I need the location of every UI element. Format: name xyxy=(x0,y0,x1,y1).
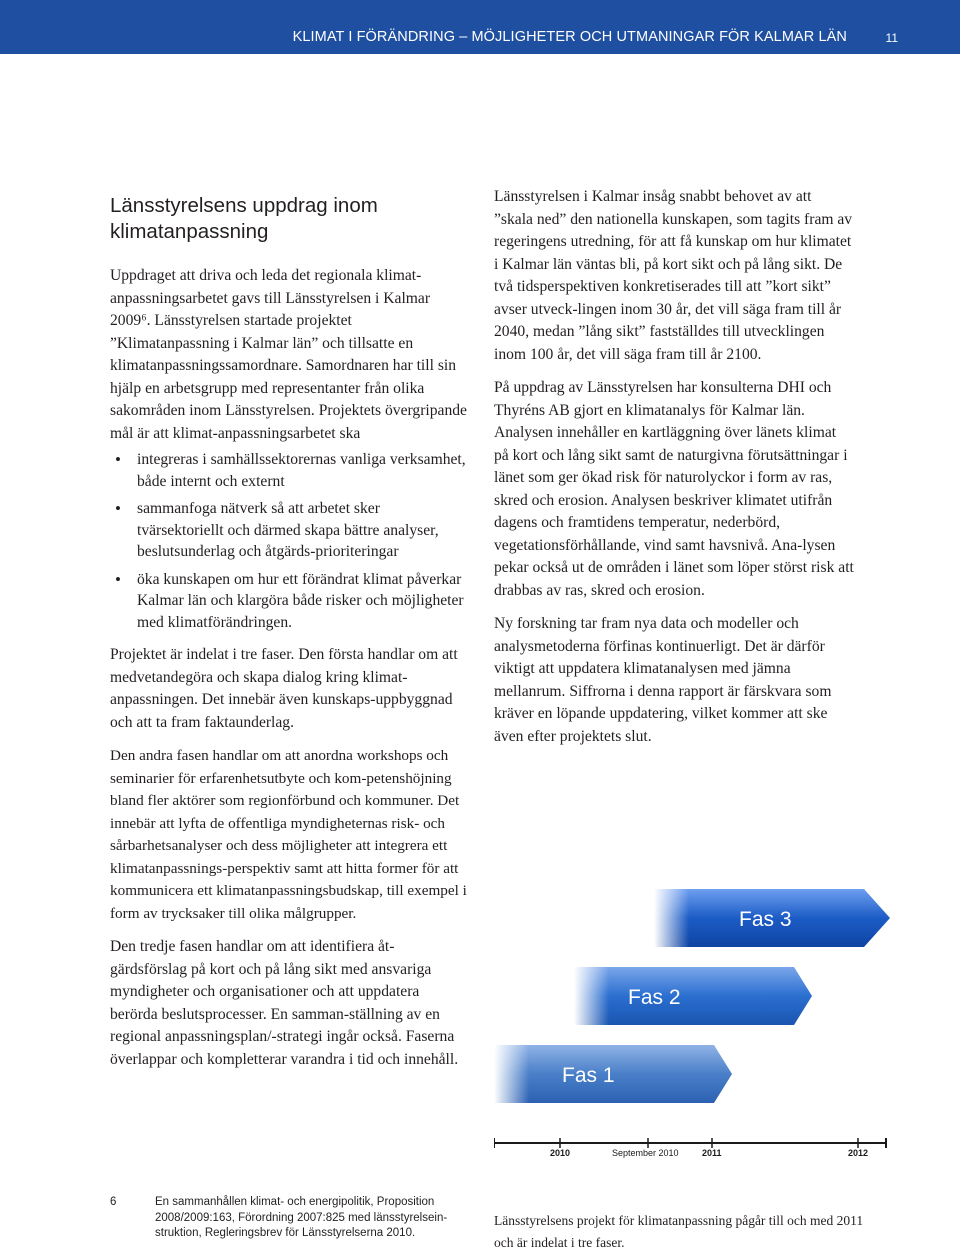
section-heading: Länsstyrelsens uppdrag inom klimatanpassning xyxy=(110,194,378,243)
timeline-label: 2010 xyxy=(550,1148,571,1158)
goals-list xyxy=(110,449,470,633)
phase-three-paragraph: Den tredje fasen handlar om att identifiera åt-gärdsförslag på kort och på lång sikt med ansvariga myndigheter och organisationer och att uppdatera berörda beslutsprocesser. En samman-ställning av en regional anpassningsplan/-strategi ingår också. Faserna överlappar och kompletterar varandra i tid och innehåll. xyxy=(110,938,459,1068)
header-title: KLIMAT I FÖRÄNDRING – MÖJLIGHETER OCH UTMANINGAR FÖR KALMAR LÄN xyxy=(292,29,847,45)
phase-2-label: Fas 2 xyxy=(628,986,681,1009)
phases-figure xyxy=(494,855,894,1165)
footnote-text: En sammanhållen klimat- och energipolitik, Proposition 2008/2009:163, Förordning 2007:825 med länsstyrelsein-struktion, Regleringsbrev för Länsstyrelserna 2010. xyxy=(155,1196,448,1239)
right-column xyxy=(494,186,854,748)
right-paragraph-1: Länsstyrelsen i Kalmar insåg snabbt behovet av att ”skala ned” den nationella kunskapen, som tagits fram av regeringens utredning, för att få kunskap om hur klimatet i Kalmar län väntas bli, på kort sikt och på lång sikt. De två tidsperspektiven konkretiserades till att ”kort sikt” avser utveck-lingen inom 30 år, det vill säga fram till år 2040, medan ”lång sikt” fastställdes till utvecklingen inom 100 år, det vill säga fram till år 2100. xyxy=(494,188,853,363)
page-number: 11 xyxy=(885,31,898,45)
timeline-label: September 2010 xyxy=(612,1148,679,1158)
list-item: • sammanfoga nätverk så att arbetet sker tvärsektoriellt och därmed skapa bättre analyser, beslutsunderlag och åtgärds-prioriteringar xyxy=(110,498,470,563)
phase-1-label: Fas 1 xyxy=(562,1064,615,1087)
right-paragraph-3: Ny forskning tar fram nya data och modeller och analysmetoderna förfinas kontinuerligt. Det är därför viktigt att uppdatera klimatanalysen med jämna mellanrum. Siffrorna i denna rapport är färskvara som kräver en löpande uppdatering, vilket kommer att ske även efter projektets slut. xyxy=(494,615,832,745)
phase-3-label: Fas 3 xyxy=(739,908,792,931)
phase-two-paragraph: Den andra fasen handlar om att anordna workshops och seminarier för erfarenhetsutbyte och kom-petenshöjning bland fler aktörer som regionförbund och kommuner. Det innebär att lyfta de offentliga myndigheternas risk- och sårbarhetsanalyser och dess möjligheter att integrera ett klimatanpassnings-perspektiv samt att hitta former för att kommunicera ett klimatanpassningsbudskap, till exempel i form av trycksaker till olika målgrupper. xyxy=(110,747,467,922)
timeline-label: 2012 xyxy=(848,1148,869,1158)
figure-caption: Länsstyrelsens projekt för klimatanpassning pågår till och med 2011 och är indelat i tre faser. xyxy=(494,1213,864,1250)
phase-one-paragraph: Projektet är indelat i tre faser. Den första handlar om att medvetandegöra och skapa dialog kring klimat-anpassningen. Det innebär även kunskaps-uppbyggnad och att ta fram faktaunderlag. xyxy=(110,646,458,731)
list-item: • integreras i samhällssektorernas vanliga verksamhet, både internt och externt xyxy=(110,449,470,492)
list-item: • öka kunskapen om hur ett förändrat klimat påverkar Kalmar län och klargöra både risker och möjligheter med klimatförändringen. xyxy=(110,569,470,634)
timeline-label: 2011 xyxy=(702,1148,722,1158)
phases-diagram xyxy=(494,855,894,1165)
footnote-number: 6 xyxy=(110,1196,117,1208)
left-column xyxy=(110,193,470,1071)
intro-paragraph: Uppdraget att driva och leda det regionala klimat-anpassningsarbetet gavs till Länsstyrelsen i Kalmar 2009⁶. Länsstyrelsen startade projektet ”Klimatanpassning i Kalmar län” och tillsatte en klimatanpassningssamordnare. Samordnaren har till sin hjälp en arbetsgrupp med representanter från olika sakområden inom Länsstyrelsen. Projektets övergripande mål är att klimat-anpassningsarbetet ska xyxy=(110,267,467,442)
page-header xyxy=(0,0,960,54)
right-paragraph-2: På uppdrag av Länsstyrelsen har konsulterna DHI och Thyréns AB gjort en klimatanalys för Kalmar län. Analysen innehåller en kartläggning över länets klimat på kort och lång sikt samt de naturgivna förutsättningar i länet som ger ökad risk för naturolyckor i form av ras, skred och erosion. Analysen beskriver klimatet utifrån dagens och framtidens temperatur, nederbörd, vegetationsförhållande, vind samt havsnivå. Ana-lysen pekar också ut de områden i länet som löper störst risk att drabbas av ras, skred och erosion. xyxy=(494,379,854,599)
